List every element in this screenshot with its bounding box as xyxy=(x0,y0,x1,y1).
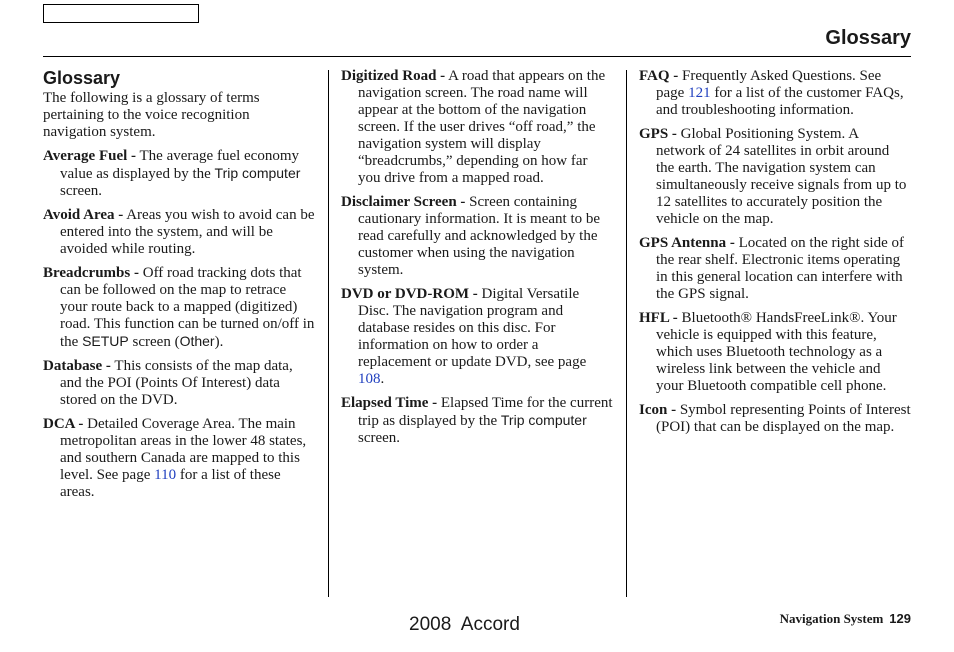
entry-text: Off road tracking dots that can be followed on the map to retrace your route back to a mapped (digitized) road. This function can be turned on/off in the xyxy=(60,265,315,350)
page-link-121[interactable]: 121 xyxy=(688,85,711,101)
page-number: 129 xyxy=(889,611,911,626)
entry-term: FAQ - xyxy=(639,68,679,84)
page-link-110[interactable]: 110 xyxy=(154,467,177,483)
entry-term: Database - xyxy=(43,358,111,374)
intro-paragraph: The following is a glossary of terms pertaining to the voice recognition navigation system. xyxy=(43,90,260,140)
entry-text: Located on the right side of the rear shelf. Electronic items operating in this general location can interfere with the GPS signal. xyxy=(656,235,904,302)
screen-name: SETUP xyxy=(82,333,129,349)
column-divider-2 xyxy=(626,70,627,597)
entry-text: . xyxy=(380,371,385,387)
entry-term: Digitized Road - xyxy=(341,68,446,84)
entry-text: for a list of the customer FAQs, and troubleshooting information. xyxy=(656,85,904,118)
glossary-entry-faq xyxy=(639,68,911,119)
footer-section-name: Navigation System xyxy=(779,611,884,626)
footer-section xyxy=(780,611,911,627)
entry-term: HFL - xyxy=(639,310,678,326)
entry-text: Digital Versatile Disc. The navigation program and database resides on this disc. For information on how to order a replacement or update DVD, see page xyxy=(358,286,587,370)
screen-name: Other xyxy=(179,333,215,349)
glossary-entry-gps xyxy=(639,126,911,228)
glossary-entry-breadcrumbs xyxy=(43,265,315,351)
entry-term: DVD or DVD-ROM - xyxy=(341,286,478,302)
entry-text: screen ( xyxy=(128,334,180,350)
column-1 xyxy=(43,68,315,508)
header-tab-box xyxy=(43,4,199,23)
entry-text: Elapsed Time for the current trip as displayed by the xyxy=(358,395,613,429)
entry-text: Symbol representing Points of Interest (POI) that can be displayed on the map. xyxy=(656,402,911,435)
screen-name: Trip computer xyxy=(214,165,301,181)
entry-term: GPS Antenna - xyxy=(639,235,735,251)
entry-text: screen. xyxy=(358,430,401,446)
page-title: Glossary xyxy=(825,27,911,49)
entry-term: Average Fuel - xyxy=(43,148,137,164)
section-heading: Glossary xyxy=(43,68,121,88)
glossary-entry-digitized-road xyxy=(341,68,613,187)
footer-model: 2008 Accord xyxy=(409,614,520,635)
glossary-entry-icon xyxy=(639,402,911,436)
entry-term: Disclaimer Screen - xyxy=(341,194,466,210)
entry-text: Frequently Asked Questions. See page xyxy=(656,68,882,101)
entry-text: Areas you wish to avoid can be entered into the system, and will be avoided while routing. xyxy=(60,207,315,257)
entry-text: This consists of the map data, and the POI (Points Of Interest) data stored on the DVD. xyxy=(60,358,293,408)
glossary-entry-hfl xyxy=(639,310,911,395)
glossary-entry-average-fuel xyxy=(43,148,315,200)
glossary-entry-database xyxy=(43,358,315,409)
glossary-entry-gps-antenna xyxy=(639,235,911,303)
header-rule xyxy=(43,56,911,57)
page-link-108[interactable]: 108 xyxy=(358,371,381,387)
glossary-entry-dca xyxy=(43,416,315,501)
glossary-entry-disclaimer-screen xyxy=(341,194,613,279)
column-3 xyxy=(639,68,911,443)
entry-text: screen. xyxy=(60,183,103,199)
entry-text: A road that appears on the navigation screen. The road name will appear at the bottom of the navigation screen. If the user drives “off road,” the navigation system will display “breadcrumbs,” depending on how far you drive from a mapped road. xyxy=(358,68,606,186)
glossary-entry-dvd xyxy=(341,286,613,388)
glossary-entry-elapsed-time xyxy=(341,395,613,447)
entry-term: Breadcrumbs - xyxy=(43,265,139,281)
entry-term: Elapsed Time - xyxy=(341,395,438,411)
entry-term: Avoid Area - xyxy=(43,207,124,223)
entry-term: Icon - xyxy=(639,402,677,418)
screen-name: Trip computer xyxy=(500,412,587,428)
entry-text: ). xyxy=(214,334,224,350)
entry-term: GPS - xyxy=(639,126,677,142)
entry-text: The average fuel economy value as displayed by the xyxy=(60,148,300,182)
entry-text: Global Positioning System. A network of 24 satellites in orbit around the earth. The navigation system can simultaneously receive signals from up to 12 satellites to accurately position the vehicle on the map. xyxy=(656,126,907,227)
column-2 xyxy=(341,68,613,454)
entry-text: Screen containing cautionary information. It is meant to be read carefully and acknowledged by the customer when using the navigation system. xyxy=(358,194,601,278)
entry-text: for a list of these areas. xyxy=(60,467,281,500)
entry-text: Bluetooth® HandsFreeLink®. Your vehicle is equipped with this feature, which uses Bluetooth technology as a wireless link between the vehicle and your Bluetooth compatible cell phone. xyxy=(656,310,897,394)
column-divider-1 xyxy=(328,70,329,597)
entry-term: DCA - xyxy=(43,416,84,432)
entry-text: Detailed Coverage Area. The main metropolitan areas in the lower 48 states, and southern Canada are mapped to this level. See page xyxy=(60,416,307,483)
glossary-entry-avoid-area xyxy=(43,207,315,258)
